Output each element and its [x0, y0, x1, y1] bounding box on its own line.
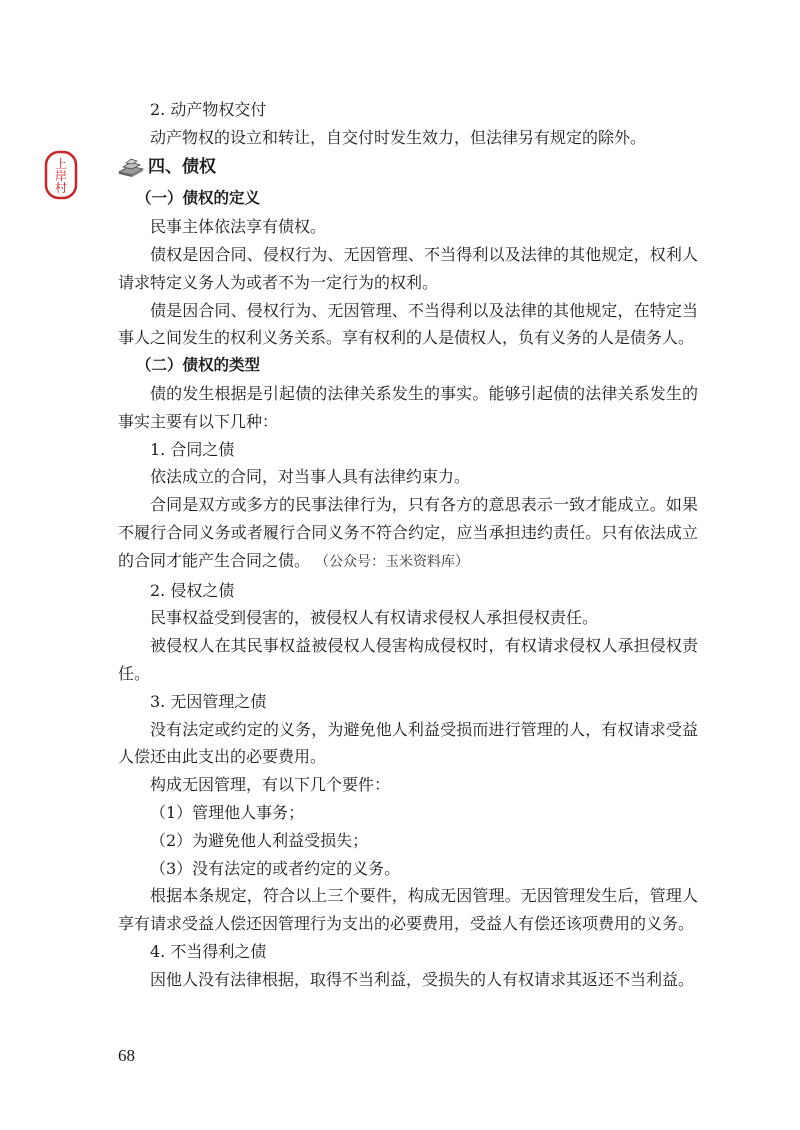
paragraph: [118, 463, 698, 491]
paragraph-text: 债的发生根据是引起债的法律关系发生的事实。能够引起债的法律关系发生的事实主要有以下几种：: [118, 383, 698, 431]
paragraph: [118, 632, 698, 688]
paragraph: [118, 827, 698, 855]
paragraph-text: （一）债权的定义: [136, 189, 261, 208]
paragraph: [118, 688, 698, 716]
paragraph-text: （二）债权的类型: [136, 356, 261, 375]
paragraph: [118, 380, 698, 436]
paragraph: [118, 716, 698, 772]
section-heading: [116, 154, 698, 182]
paragraph-text: 2. 侵权之债: [150, 580, 235, 600]
paragraph-text: 依法成立的合同，对当事人具有法律约束力。: [150, 467, 471, 487]
paragraph-text: （1）管理他人事务；: [150, 802, 305, 822]
paragraph-text: 债是因合同、侵权行为、无因管理、不当得利以及法律的其他规定，在特定当事人之间发生的权利义务关系。享有权利的人是债权人，负有义务的人是债务人。: [118, 300, 698, 348]
paragraph: [118, 966, 698, 994]
paragraph-text: （2）为避免他人利益受损失；: [150, 830, 369, 850]
paragraph-text: 动产物权的设立和转让，自交付时发生效力，但法律另有规定的除外。: [150, 127, 647, 147]
paragraph-text: 构成无因管理，有以下几个要件：: [150, 775, 391, 795]
subsection-heading: [118, 352, 698, 380]
paragraph: [118, 855, 698, 883]
book-stack-icon: [116, 156, 146, 178]
paragraph: [118, 604, 698, 632]
paragraph: [118, 882, 698, 938]
paragraph-text: 民事权益受到侵害的，被侵权人有权请求侵权人承担侵权责任。: [150, 608, 599, 628]
seal-stamp-icon: [44, 150, 78, 200]
svg-text:上: 上: [54, 157, 68, 171]
paragraph-text: （3）没有法定的或者约定的义务。: [150, 858, 401, 878]
paragraph-text: 4. 不当得利之债: [150, 941, 267, 961]
paragraph-text: 债权是因合同、侵权行为、无因管理、不当得利以及法律的其他规定，权利人请求特定义务人为或者不为一定行为的权利。: [118, 244, 698, 292]
paragraph: [118, 297, 698, 353]
paragraph: [118, 799, 698, 827]
paragraph: [118, 241, 698, 297]
paragraph: [118, 96, 698, 124]
page-number: 68: [118, 1046, 135, 1065]
paragraph-text: 民事主体依法享有债权。: [150, 217, 327, 237]
paragraph: [118, 491, 698, 576]
paragraph: [118, 938, 698, 966]
body-text: [118, 96, 698, 994]
paragraph-text: 合同是双方或多方的民事法律行为，只有各方的意思表示一致才能成立。如果不履行合同义务或者履行合同义务不符合约定，应当承担违约责任。只有依法成立的合同才能产生合同之债。: [118, 495, 698, 570]
section-heading-text: 四、债权: [148, 156, 216, 177]
paragraph: [118, 124, 698, 152]
svg-text:岸: 岸: [54, 169, 68, 183]
paragraph: [118, 436, 698, 464]
subsection-heading: [118, 185, 698, 213]
paragraph: [118, 213, 698, 241]
paragraph-text: 根据本条规定，符合以上三个要件，构成无因管理。无因管理发生后，管理人享有请求受益人偿还因管理行为支出的必要费用，受益人有偿还该项费用的义务。: [118, 886, 698, 934]
paragraph-text: 没有法定或约定的义务，为避免他人利益受损而进行管理的人，有权请求受益人偿还由此支出的必要费用。: [118, 719, 698, 767]
paragraph-text: 因他人没有法律根据，取得不当利益，受损失的人有权请求其返还不当利益。: [150, 969, 695, 989]
paragraph-text: 被侵权人在其民事权益被侵权人侵害构成侵权时，有权请求侵权人承担侵权责任。: [118, 636, 698, 683]
svg-text:村: 村: [54, 181, 68, 195]
paragraph: [118, 771, 698, 799]
paragraph-text: 2. 动产物权交付: [150, 100, 267, 119]
paragraph-text: 3. 无因管理之债: [150, 691, 267, 711]
paragraph-text: 1. 合同之债: [150, 439, 235, 459]
watermark-note: （公众号：玉米资料库）: [322, 553, 470, 570]
paragraph: [118, 577, 698, 605]
